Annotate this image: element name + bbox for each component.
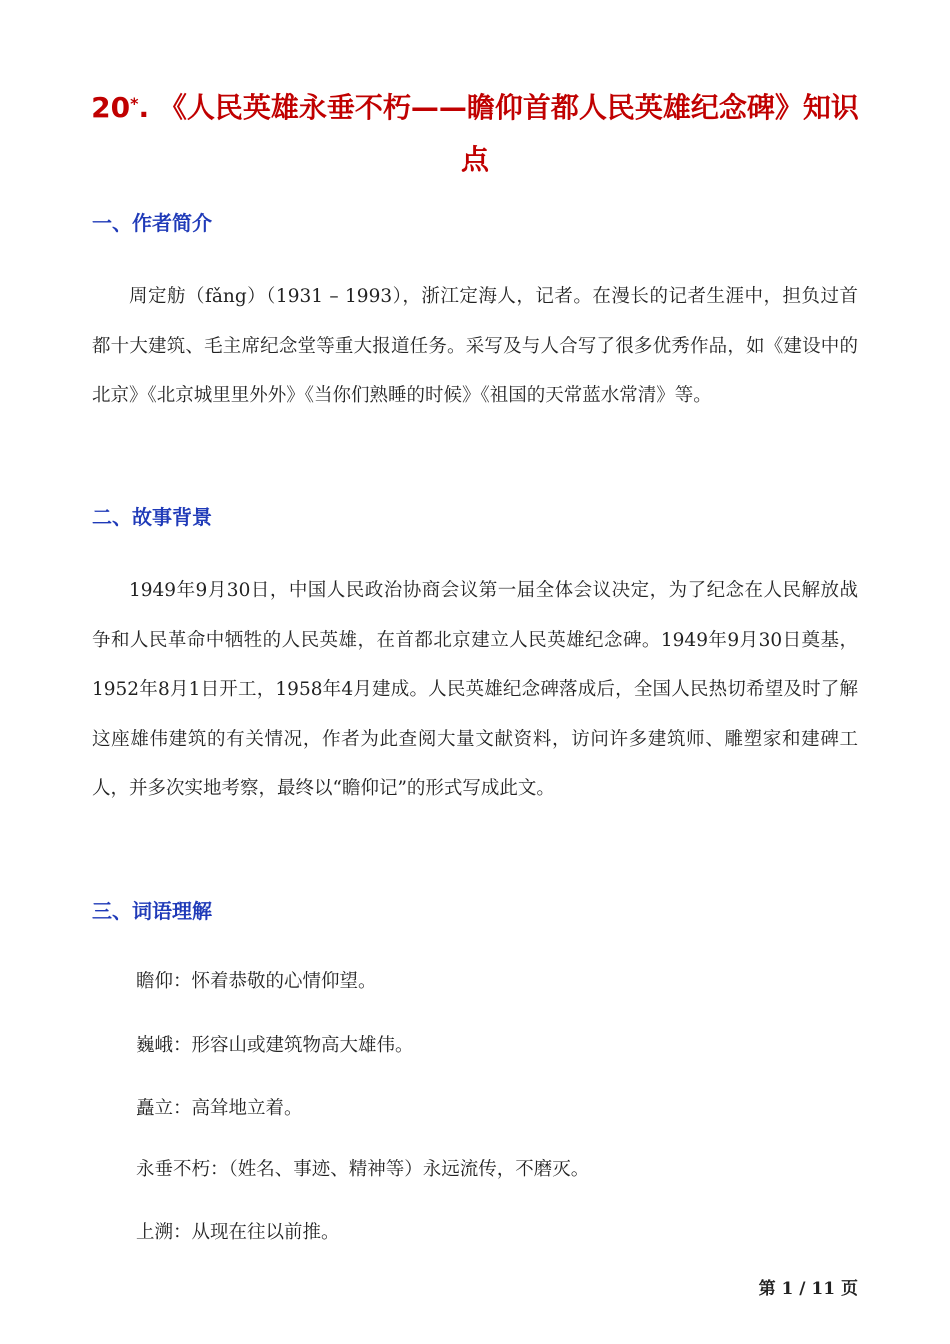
- title-text: . 《人民英雄永垂不朽——瞻仰首都人民英雄纪念碑》知识点: [138, 91, 859, 176]
- vocabulary-item: 巍峨：形容山或建筑物高大雄伟。: [136, 1035, 414, 1056]
- title-asterisk: *: [130, 94, 139, 113]
- section-heading-author: 一、作者简介: [92, 211, 212, 235]
- vocabulary-item: 上溯：从现在往以前推。: [136, 1222, 340, 1243]
- section-heading-vocabulary: 三、词语理解: [92, 899, 212, 923]
- document-title: [80, 82, 870, 186]
- page-number-footer: 第 1 / 11 页: [758, 1279, 858, 1299]
- vocabulary-item: 永垂不朽：（姓名、事迹、精神等）永远流传，不磨灭。: [136, 1159, 590, 1180]
- vocabulary-item: 瞻仰：怀着恭敬的心情仰望。: [136, 971, 377, 992]
- section-paragraph-background: 1949年9月30日，中国人民政治协商会议第一届全体会议决定，为了纪念在人民解放战争和人民革命中牺牲的人民英雄，在首都北京建立人民英雄纪念碑。1949年9月30日奠基，1952年8月1日开工，1958年4月建成。人民英雄纪念碑落成后，全国人民热切希望及时了解这座雄伟建筑的有关情况，作者为此查阅大量文献资料，访问许多建筑师、雕塑家和建碑工人，并多次实地考察，最终以“瞻仰记”的形式写成此文。: [92, 580, 858, 799]
- title-number: 20: [91, 91, 131, 124]
- vocabulary-item: 矗立：高耸地立着。: [136, 1098, 303, 1119]
- section-heading-background: 二、故事背景: [92, 505, 212, 529]
- section-paragraph-author: 周定舫（fǎng）（1931 – 1993），浙江定海人，记者。在漫长的记者生涯中，担负过首都十大建筑、毛主席纪念堂等重大报道任务。采写及与人合写了很多优秀作品，如《建设中的北京》《北京城里里外外》《当你们熟睡的时候》《祖国的天常蓝水常清》等。: [92, 286, 858, 406]
